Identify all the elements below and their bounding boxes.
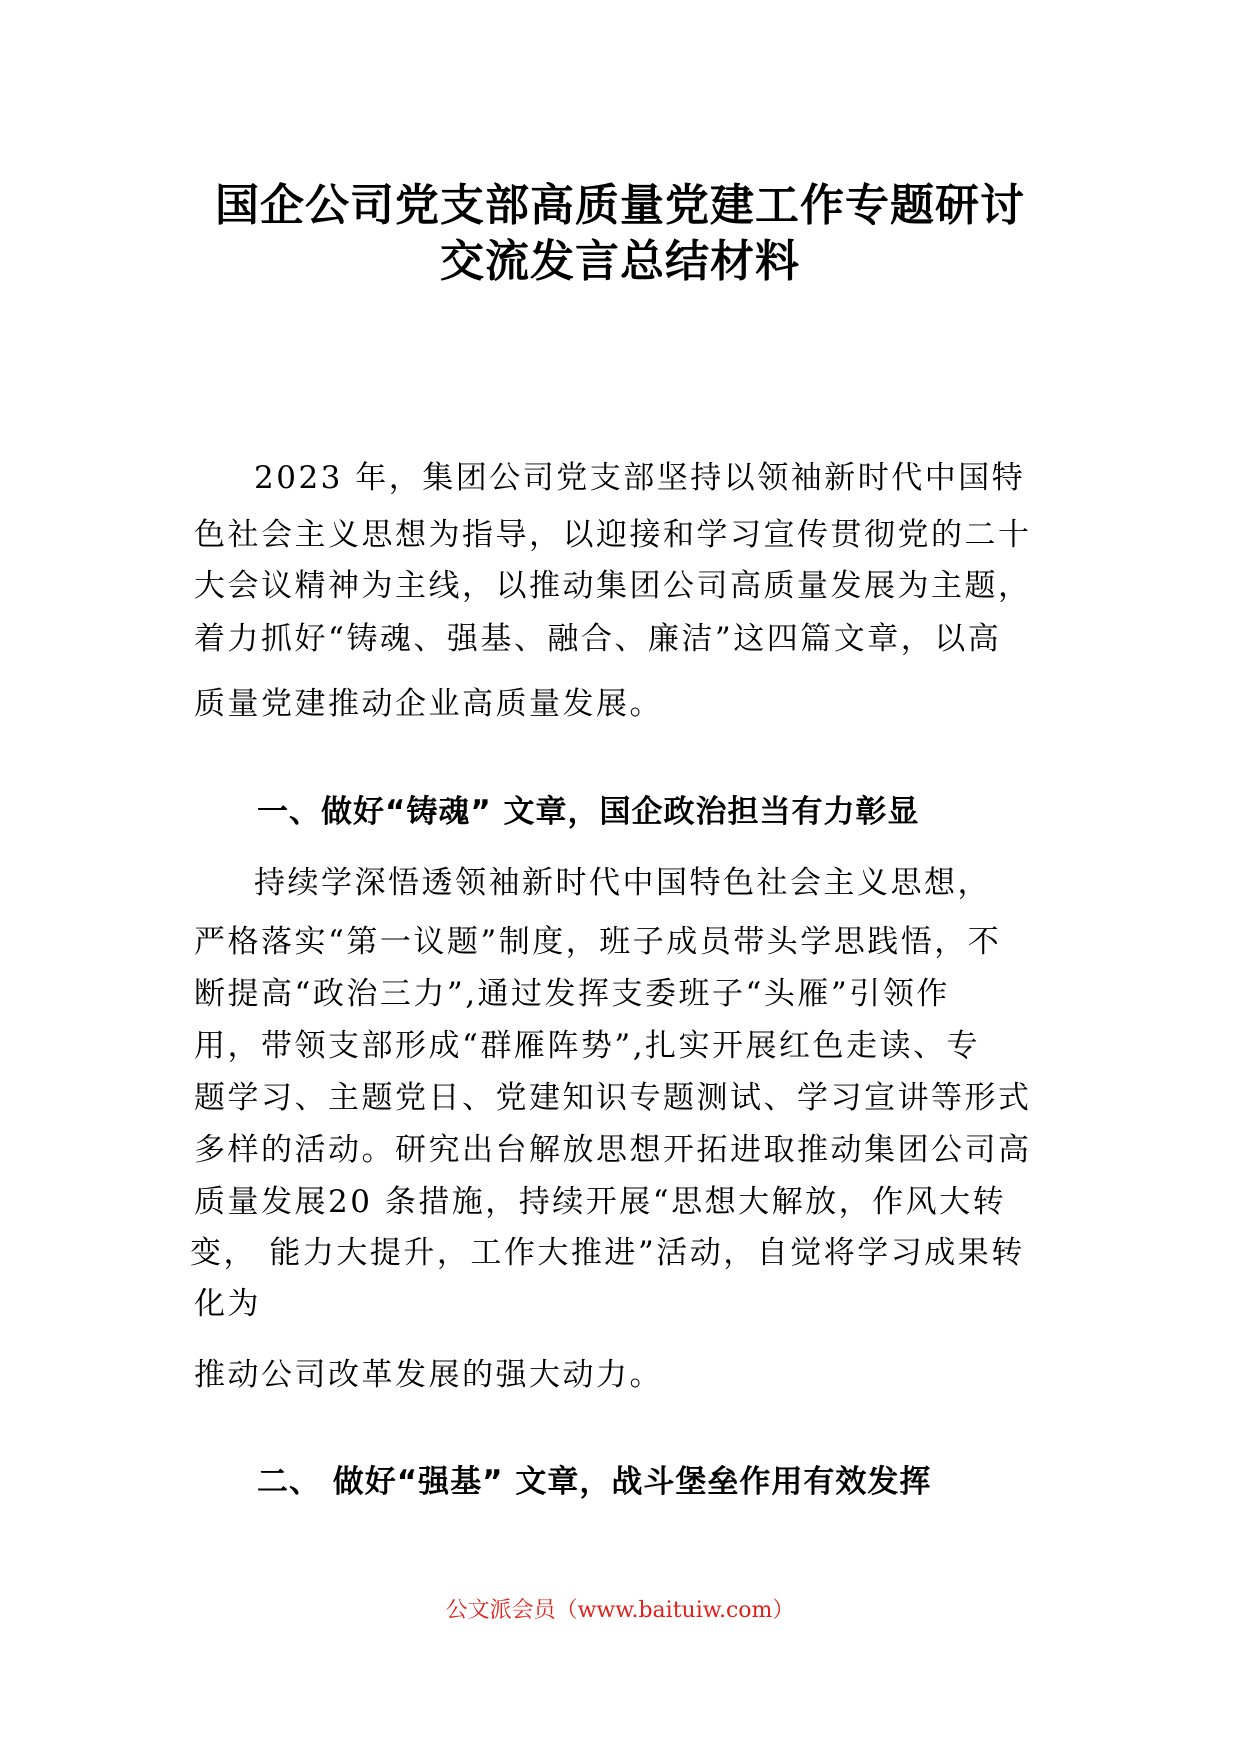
intro-line-4: 着力抓好“铸魂、强基、融合、廉洁”这四篇文章，以高 [194,621,1002,657]
document-title-line-2: 交流发言总结材料 [440,236,800,287]
section-1-line-4: 用，带领支部形成“群雁阵势”,扎实开展红色走读、专 [194,1028,981,1064]
document-title-line-1: 国企公司党支部高质量党建工作专题研讨 [215,180,1025,231]
section-2-heading: 二、 做好“强基” 文章，战斗堡垒作用有效发挥 [257,1464,932,1500]
section-1-line-6: 多样的活动。研究出台解放思想开拓进取推动集团公司高 [194,1132,1032,1168]
intro-line-1: 2023 年，集团公司党支部坚持以领袖新时代中国特 [254,460,1026,496]
section-1-heading: 一、做好“铸魂” 文章，国企政治担当有力彰显 [257,794,920,830]
section-1-line-5: 题学习、主题党日、党建知识专题测试、学习宣讲等形式 [194,1080,1032,1116]
intro-line-3: 大会议精神为主线，以推动集团公司高质量发展为主题， [194,568,1032,604]
section-1-line-8: 变， 能力大提升，工作大推进”活动，自觉将学习成果转 [190,1235,1025,1271]
section-1-line-1: 持续学深悟透领袖新时代中国特色社会主义思想， [254,865,991,901]
intro-line-5: 质量党建推动企业高质量发展。 [194,686,663,722]
section-1-line-2: 严格落实“第一议题”制度，班子成员带头学思践悟，不 [194,924,1002,960]
section-1-line-7: 质量发展20 条措施，持续开展“思想大解放，作风大转 [194,1184,1007,1220]
section-1-line-10: 推动公司改革发展的强大动力。 [194,1357,663,1393]
section-1-line-9: 化为 [194,1286,261,1322]
intro-line-2: 色社会主义思想为指导，以迎接和学习宣传贯彻党的二十 [194,517,1032,553]
footer-watermark: 公文派会员（www.baituiw.com） [445,1598,795,1623]
section-1-line-3: 断提高“政治三力”,通过发挥支委班子“头雁”引领作 [194,976,950,1012]
